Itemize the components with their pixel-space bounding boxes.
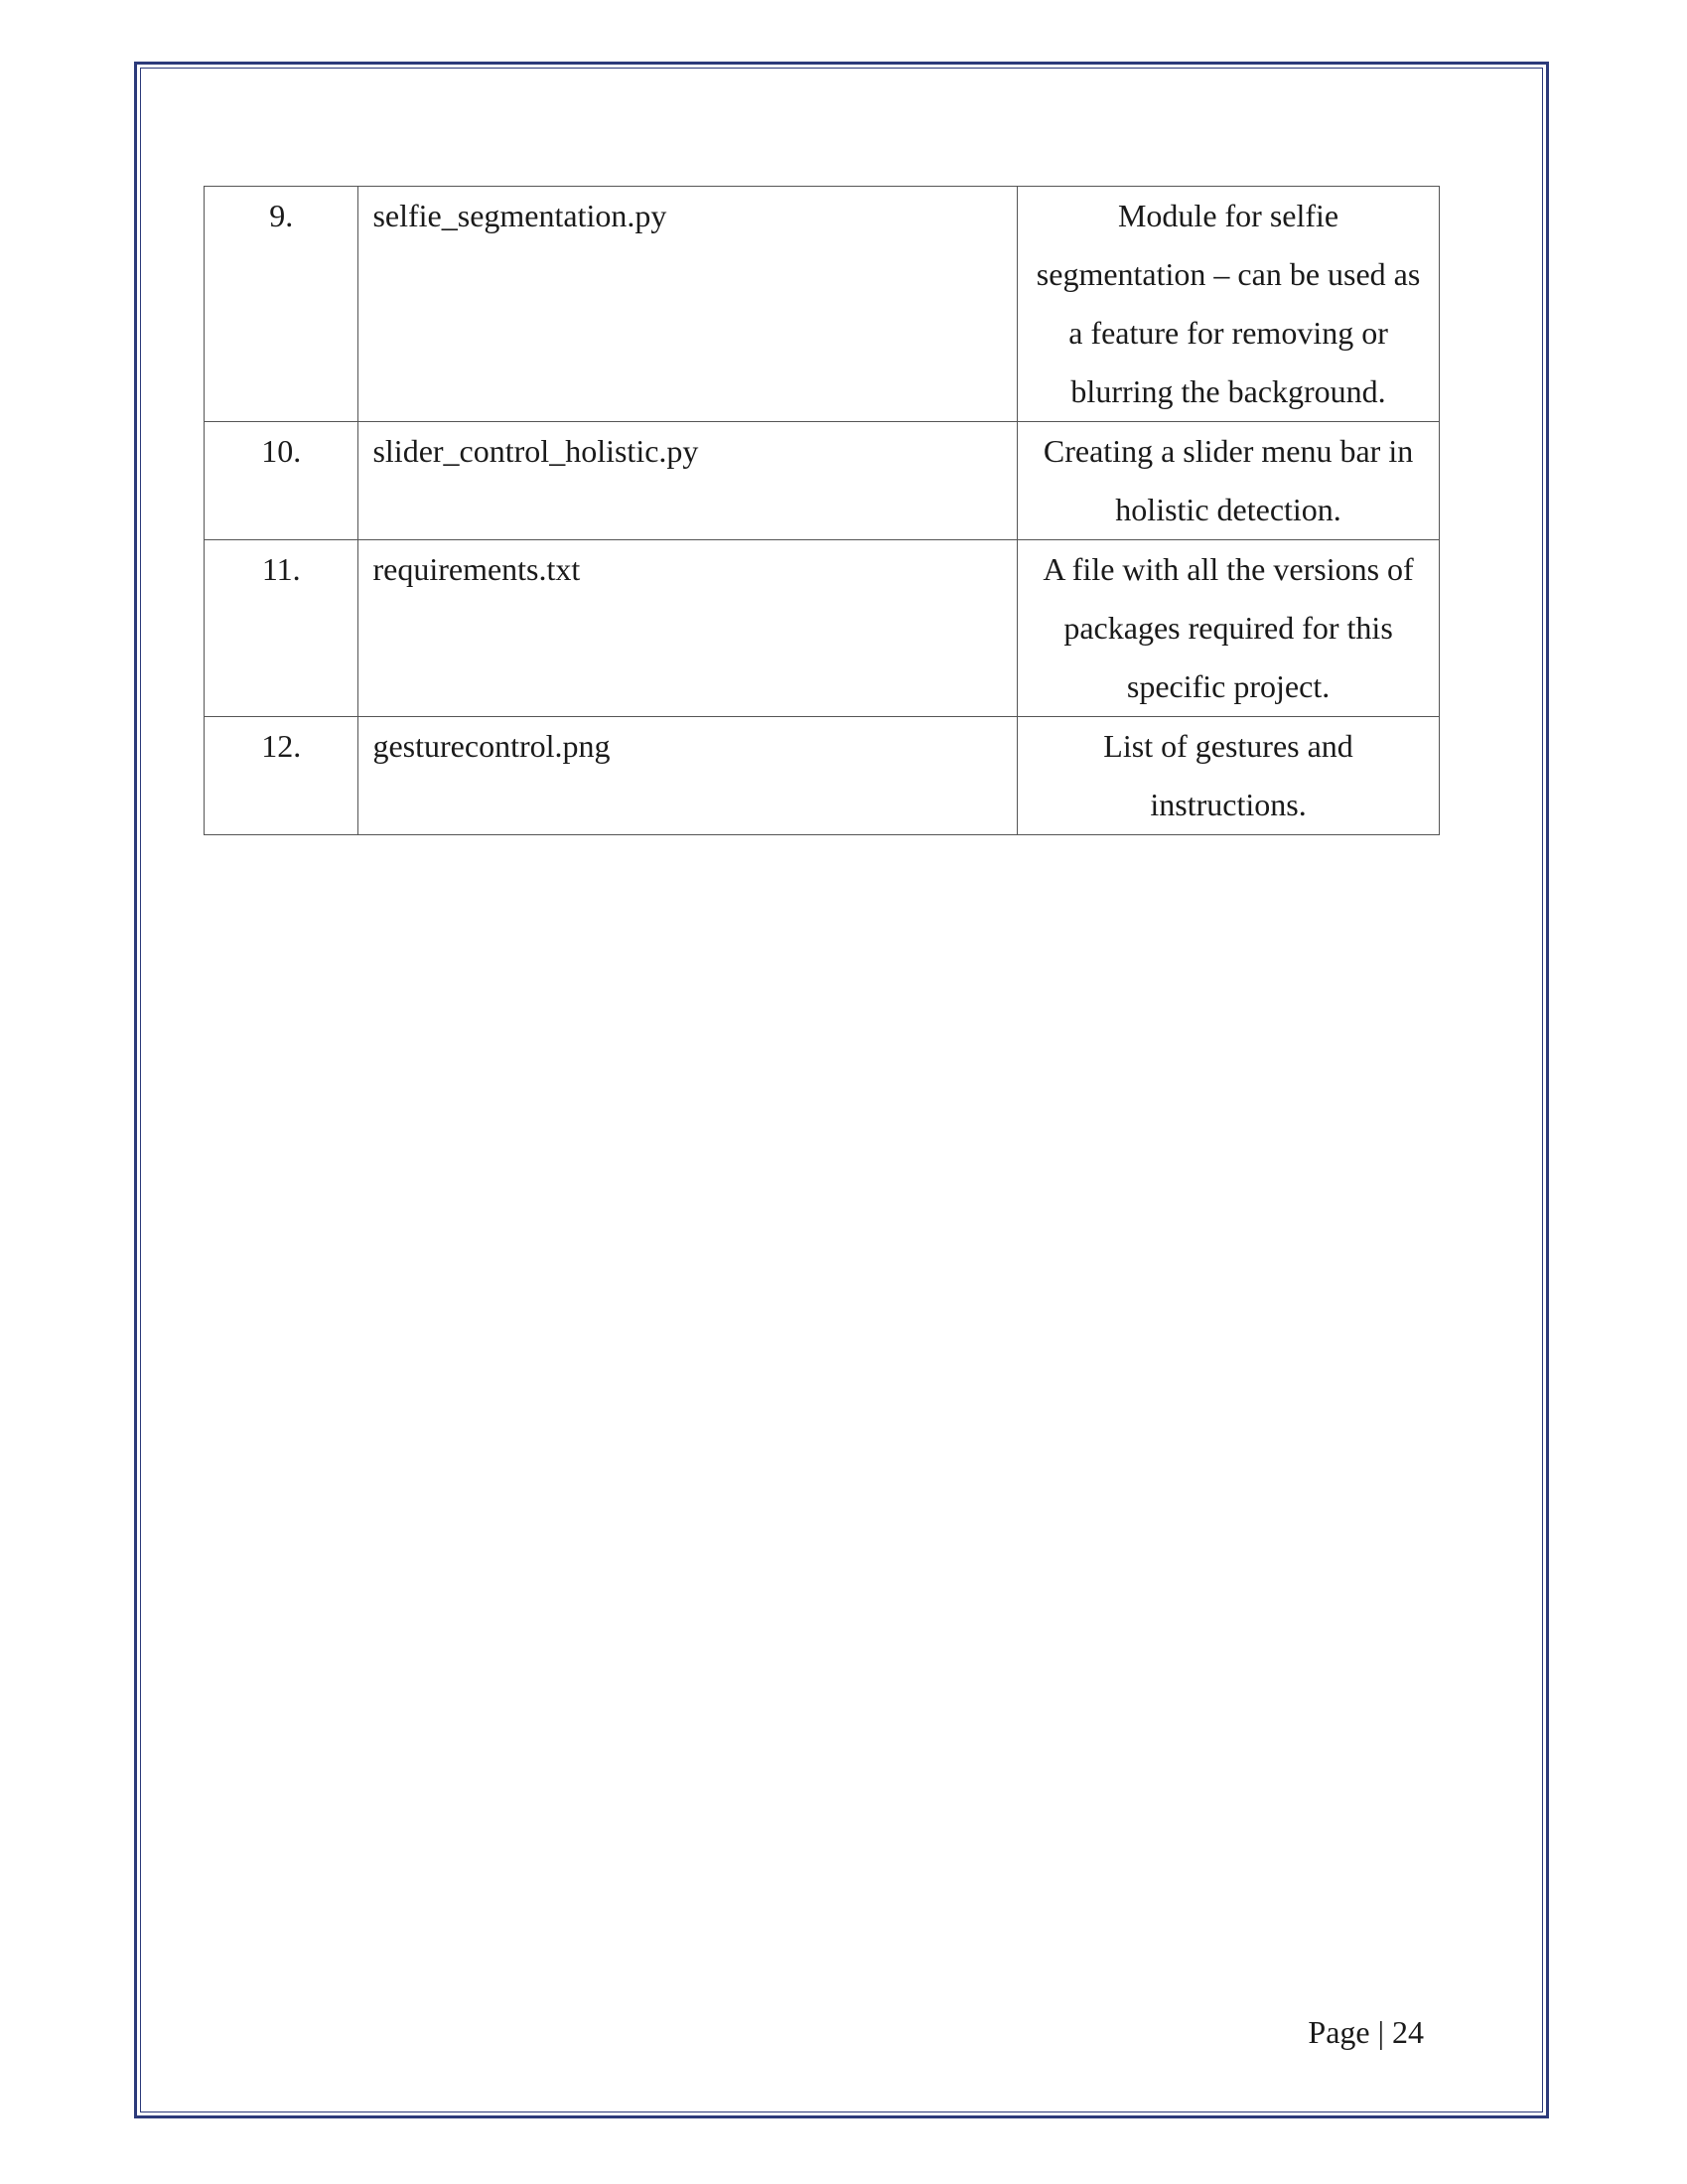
file-name: selfie_segmentation.py (358, 187, 1018, 422)
row-number: 11. (205, 540, 358, 717)
row-number: 10. (205, 422, 358, 540)
file-description: A file with all the versions of packages required for this specific project. (1018, 540, 1440, 717)
table-row (205, 540, 1440, 717)
file-name: gesturecontrol.png (358, 717, 1018, 835)
file-description: Creating a slider menu bar in holistic detection. (1018, 422, 1440, 540)
file-name: slider_control_holistic.py (358, 422, 1018, 540)
file-description: List of gestures and instructions. (1018, 717, 1440, 835)
table-row (205, 422, 1440, 540)
row-number: 12. (205, 717, 358, 835)
file-name: requirements.txt (358, 540, 1018, 717)
file-description: Module for selfie segmentation – can be used as a feature for removing or blurring the background. (1018, 187, 1440, 422)
file-list-table (204, 186, 1440, 835)
page-number: Page | 24 (1308, 2014, 1424, 2050)
table-row (205, 187, 1440, 422)
table-row (205, 717, 1440, 835)
row-number: 9. (205, 187, 358, 422)
